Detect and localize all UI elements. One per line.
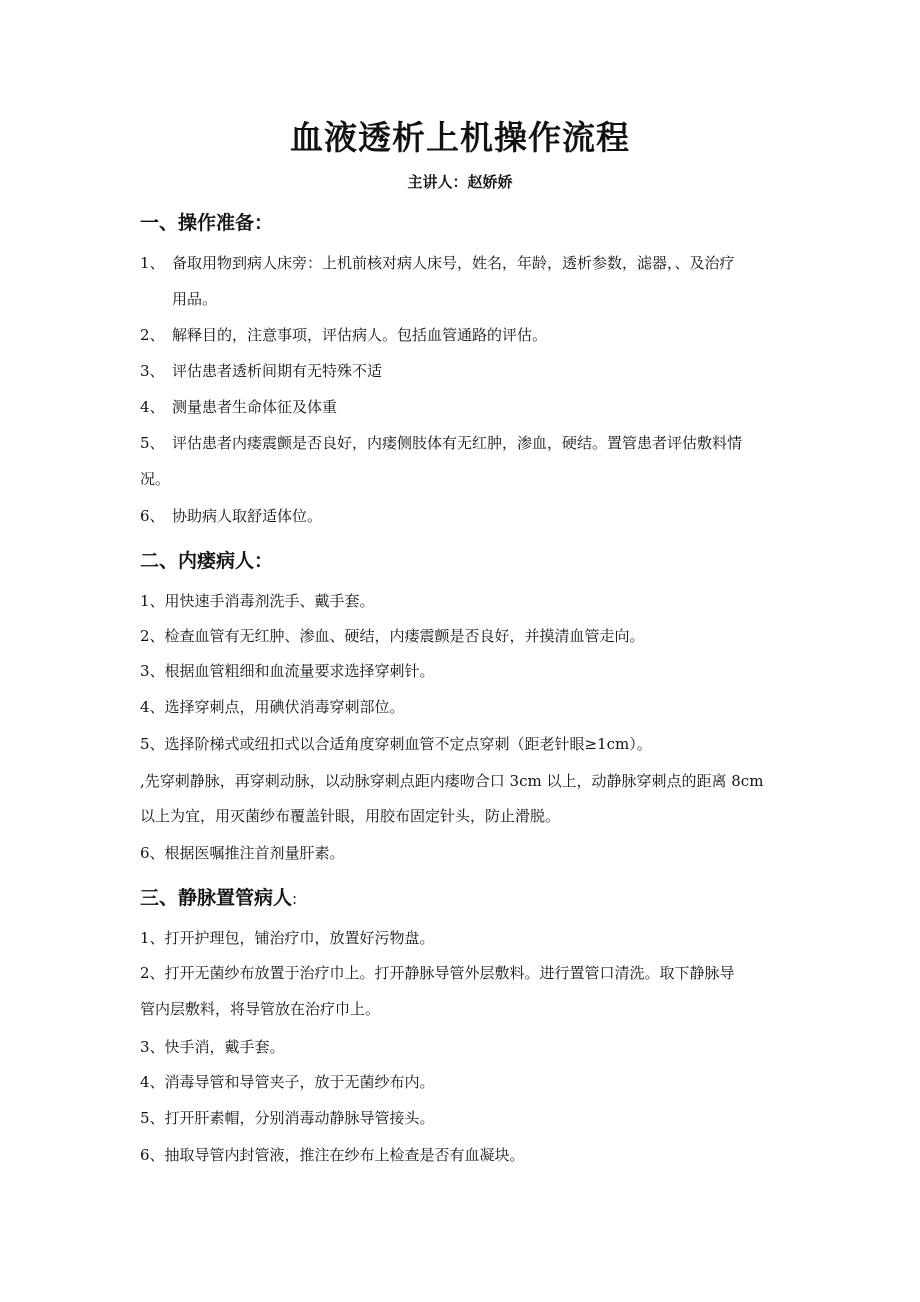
section-3-heading [140,883,297,910]
item-number: 3、 [140,362,165,380]
section-2-heading: 二、内瘘病人： [140,550,274,572]
section-3-line: 2、打开无菌纱布放置于治疗巾上。打开静脉导管外层敷料。进行置管口清洗。取下静脉导 [140,964,735,982]
item-number: 1、 [140,254,165,272]
item-number: 4、 [140,398,165,416]
document-title: 血液透析上机操作流程 [290,118,630,157]
section-3-line: 5、打开肝素帽，分别消毒动静脉导管接头。 [140,1109,435,1127]
item-number: 5、 [140,434,165,452]
section-2-line: 5、选择阶梯式或纽扣式以合适角度穿刺血管不定点穿刺（距老针眼≥1cm）。 [140,735,652,753]
item-text: 解释目的，注意事项，评估病人。包括血管通路的评估。 [172,326,548,344]
item-number: 2、 [140,326,165,344]
section-2-line: 2、检查血管有无红肿、渗血、硬结，内瘘震颤是否良好，并摸清血管走向。 [140,627,645,645]
item-text: 备取用物到病人床旁：上机前核对病人床号，姓名，年龄，透析参数，滤器，、及治疗 [172,254,735,272]
item-text: 测量患者生命体征及体重 [172,398,338,416]
section-3-heading-text: 三、静脉置管病人 [140,887,293,909]
item-text: 协助病人取舒适体位。 [172,507,323,525]
section-1-heading: 一、操作准备： [140,212,274,234]
section-1-item-5 [140,433,790,453]
section-3-line: 1、打开护理包，铺治疗巾，放置好污物盘。 [140,929,435,947]
section-1-item-1-continuation: 用品。 [172,290,218,308]
section-2-line: 6、根据医嘱推注首剂量肝素。 [140,844,345,862]
presenter-line: 主讲人：赵娇娇 [407,173,513,191]
section-1-item-2 [140,325,790,345]
section-3-line: 管内层敷料，将导管放在治疗巾上。 [140,1000,381,1018]
section-3-line: 3、快手消，戴手套。 [140,1038,285,1056]
section-3-line: 6、抽取导管内封管液，推注在纱布上检查是否有血凝块。 [140,1146,525,1164]
section-3-heading-colon: : [292,890,298,908]
section-1-item-1 [140,253,790,273]
section-2-line: 以上为宜，用灭菌纱布覆盖针眼，用胶布固定针头，防止滑脱。 [140,807,561,825]
section-1-item-4 [140,397,790,417]
item-number: 6、 [140,507,165,525]
section-1-item-5-continuation: 况。 [140,470,171,488]
section-3-line: 4、消毒导管和导管夹子，放于无菌纱布内。 [140,1073,435,1091]
section-2-line: ,先穿刺静脉，再穿刺动脉，以动脉穿刺点距内瘘吻合口 3cm 以上，动静脉穿刺点的距离 8cm [140,772,764,790]
item-text: 评估患者内瘘震颤是否良好，内瘘侧肢体有无红肿，渗血，硬结。置管患者评估敷料情 [172,434,743,452]
section-2-line: 3、根据血管粗细和血流量要求选择穿刺针。 [140,662,435,680]
section-1-item-6 [140,506,790,526]
section-2-line: 4、选择穿刺点，用碘伏消毒穿刺部位。 [140,698,405,716]
item-text: 评估患者透析间期有无特殊不适 [172,362,383,380]
section-2-line: 1、用快速手消毒剂洗手、戴手套。 [140,592,375,610]
section-1-item-3 [140,361,790,381]
